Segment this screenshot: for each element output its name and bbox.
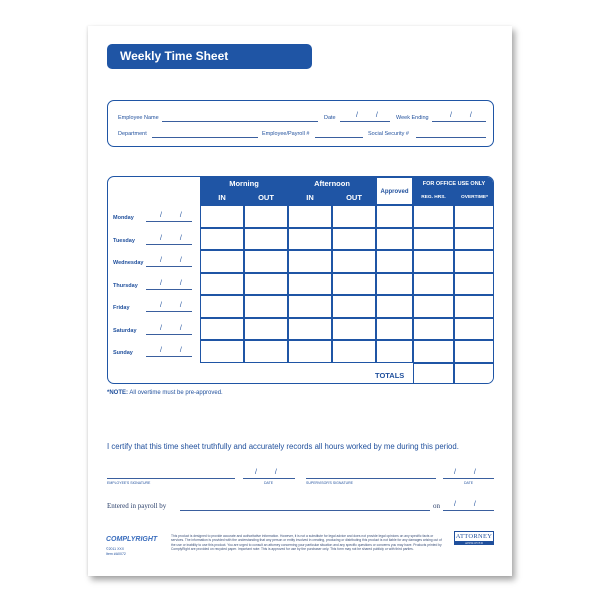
supervisor-date-label: DATE <box>464 481 474 485</box>
week-ending-field[interactable] <box>432 121 486 122</box>
approved-cell[interactable] <box>376 205 413 228</box>
supervisor-signature-label: SUPERVISOR'S SIGNATURE <box>306 481 354 485</box>
day-date-slashes: / / <box>160 234 190 242</box>
day-label: Sunday <box>113 350 133 356</box>
reg-hrs-cell[interactable] <box>413 318 454 341</box>
overtime-cell[interactable] <box>454 295 494 318</box>
date-label: Date <box>324 115 336 121</box>
day-date-line[interactable] <box>146 356 192 357</box>
approved-cell[interactable] <box>376 228 413 251</box>
morning-in-cell[interactable] <box>200 250 244 273</box>
afternoon-out-cell[interactable] <box>332 295 376 318</box>
afternoon-header: Afternoon <box>314 179 350 188</box>
week-ending-slashes: / / <box>450 112 480 119</box>
total-overtime-cell[interactable] <box>454 363 494 384</box>
note-text: All overtime must be pre-approved. <box>129 390 223 396</box>
department-field[interactable] <box>152 137 258 138</box>
social-security-field[interactable] <box>416 137 486 138</box>
afternoon-in-header: IN <box>306 193 314 202</box>
morning-in-header: IN <box>218 193 226 202</box>
day-date-slashes: / / <box>160 257 190 264</box>
afternoon-out-header: OUT <box>346 193 362 202</box>
page-title: Weekly Time Sheet <box>107 44 312 69</box>
reg-hrs-cell[interactable] <box>413 205 454 228</box>
day-date-line[interactable] <box>146 221 192 222</box>
employee-signature-line[interactable] <box>107 478 235 479</box>
date-slashes: / / <box>356 112 386 119</box>
day-date-line[interactable] <box>146 311 192 312</box>
afternoon-out-cell[interactable] <box>332 273 376 296</box>
supervisor-signature-line[interactable] <box>306 478 436 479</box>
day-date-slashes: / / <box>160 324 190 332</box>
fine-print-main: This product is designed to provide accurate and authoritative information. However, it is not a substitute for legal advice and does not provide legal opinions on any specific facts or services. The information is provided with the understanding that any person or entity involved in creating, producing or distributing this product is not liable for any damages arising out of the use or inability to use this product. You are urged to consult an attorney concerning your particular situation and any specific questions or concerns you may have. Products printed by ComplyRight are provided on recycled paper. <box>171 534 442 551</box>
morning-in-cell[interactable] <box>200 205 244 228</box>
social-security-label: Social Security # <box>368 131 409 137</box>
employee-date-line[interactable] <box>243 478 295 479</box>
approved-header: Approved <box>376 177 413 205</box>
attorney-badge-sub: APPROVED <box>455 541 493 545</box>
morning-out-cell[interactable] <box>244 250 288 273</box>
overtime-note <box>107 390 223 396</box>
fine-print-note: Important note: This is approved for use by the purchaser only. This form may not be shared publicly or with third parties. <box>237 546 414 551</box>
reg-hrs-cell[interactable] <box>413 340 454 363</box>
employee-date-label: DATE <box>264 481 274 485</box>
afternoon-out-cell[interactable] <box>332 228 376 251</box>
afternoon-in-cell[interactable] <box>288 250 332 273</box>
reg-hrs-cell[interactable] <box>413 228 454 251</box>
employee-payroll-field[interactable] <box>315 137 363 138</box>
employee-name-field[interactable] <box>162 121 318 122</box>
day-date-line[interactable] <box>146 244 192 245</box>
day-label: Friday <box>113 305 130 311</box>
morning-out-header: OUT <box>258 193 274 202</box>
day-label: Wednesday <box>113 260 144 266</box>
on-label: on <box>433 502 440 510</box>
totals-label: TOTALS <box>375 371 405 380</box>
day-date-line[interactable] <box>146 289 192 290</box>
reg-hrs-cell[interactable] <box>413 273 454 296</box>
morning-in-cell[interactable] <box>200 273 244 296</box>
fine-print <box>171 534 446 551</box>
total-reg-hrs-cell[interactable] <box>413 363 454 384</box>
afternoon-out-cell[interactable] <box>332 250 376 273</box>
overtime-cell[interactable] <box>454 205 494 228</box>
morning-out-cell[interactable] <box>244 295 288 318</box>
day-date-slashes: / / <box>160 347 190 354</box>
certification-statement: I certify that this time sheet truthfully and accurately records all hours worked by me during this period. <box>107 442 459 451</box>
afternoon-in-cell[interactable] <box>288 295 332 318</box>
day-date-line[interactable] <box>146 266 192 267</box>
employee-info-box <box>107 100 494 147</box>
complyright-logo: COMPLYRIGHT <box>106 536 158 543</box>
morning-out-cell[interactable] <box>244 228 288 251</box>
time-sheet-page <box>88 26 512 576</box>
note-prefix: *NOTE: <box>107 390 128 396</box>
overtime-cell[interactable] <box>454 228 494 251</box>
approved-cell[interactable] <box>376 318 413 341</box>
afternoon-in-cell[interactable] <box>288 318 332 341</box>
office-use-header: FOR OFFICE USE ONLY <box>413 177 494 191</box>
reg-hrs-cell[interactable] <box>413 250 454 273</box>
entered-date-slashes: / / <box>454 501 484 508</box>
supervisor-date-line[interactable] <box>443 478 494 479</box>
afternoon-in-cell[interactable] <box>288 273 332 296</box>
afternoon-out-cell[interactable] <box>332 318 376 341</box>
week-ending-label: Week Ending <box>396 115 429 121</box>
date-field[interactable] <box>340 121 390 122</box>
reg-hrs-header: REG. HRS. <box>421 195 446 200</box>
employee-payroll-label: Employee/Payroll # <box>262 131 310 137</box>
approved-cell[interactable] <box>376 273 413 296</box>
morning-in-cell[interactable] <box>200 318 244 341</box>
attorney-approved-badge <box>454 531 494 545</box>
entered-payroll-line[interactable] <box>180 510 430 511</box>
footer-code-1: ©2011 XXX <box>106 547 125 551</box>
footer-code-2: Item #A0072 <box>106 552 126 556</box>
morning-out-cell[interactable] <box>244 273 288 296</box>
morning-out-cell[interactable] <box>244 205 288 228</box>
day-date-slashes: / / <box>160 302 190 309</box>
morning-out-cell[interactable] <box>244 340 288 363</box>
time-grid <box>107 176 494 384</box>
afternoon-in-cell[interactable] <box>288 228 332 251</box>
day-label: Thursday <box>113 282 138 289</box>
day-date-slashes: / / <box>160 212 190 219</box>
day-label: Monday <box>113 215 134 221</box>
morning-in-cell[interactable] <box>200 295 244 318</box>
overtime-cell[interactable] <box>454 273 494 296</box>
day-date-slashes: / / <box>160 279 190 287</box>
overtime-header: OVERTIME* <box>461 195 488 200</box>
entered-date-line[interactable] <box>443 510 494 511</box>
employee-date-slashes: / / <box>255 469 285 476</box>
overtime-cell[interactable] <box>454 340 494 363</box>
approved-cell[interactable] <box>376 250 413 273</box>
afternoon-out-cell[interactable] <box>332 205 376 228</box>
entered-payroll-label: Entered in payroll by <box>107 502 167 510</box>
employee-name-label: Employee Name <box>118 115 159 121</box>
afternoon-in-cell[interactable] <box>288 205 332 228</box>
morning-out-cell[interactable] <box>244 318 288 341</box>
morning-in-cell[interactable] <box>200 340 244 363</box>
morning-header: Morning <box>229 179 259 188</box>
morning-in-cell[interactable] <box>200 228 244 251</box>
approved-cell[interactable] <box>376 295 413 318</box>
afternoon-out-cell[interactable] <box>332 340 376 363</box>
attorney-badge-title: ATTORNEY <box>455 533 493 540</box>
day-label: Saturday <box>113 327 137 334</box>
overtime-cell[interactable] <box>454 250 494 273</box>
day-label: Tuesday <box>113 237 135 244</box>
employee-signature-label: EMPLOYEE'S SIGNATURE <box>107 481 151 485</box>
afternoon-in-cell[interactable] <box>288 340 332 363</box>
approved-cell[interactable] <box>376 340 413 363</box>
department-label: Department <box>118 131 147 137</box>
overtime-cell[interactable] <box>454 318 494 341</box>
supervisor-date-slashes: / / <box>454 469 484 476</box>
day-date-line[interactable] <box>146 334 192 335</box>
reg-hrs-cell[interactable] <box>413 295 454 318</box>
